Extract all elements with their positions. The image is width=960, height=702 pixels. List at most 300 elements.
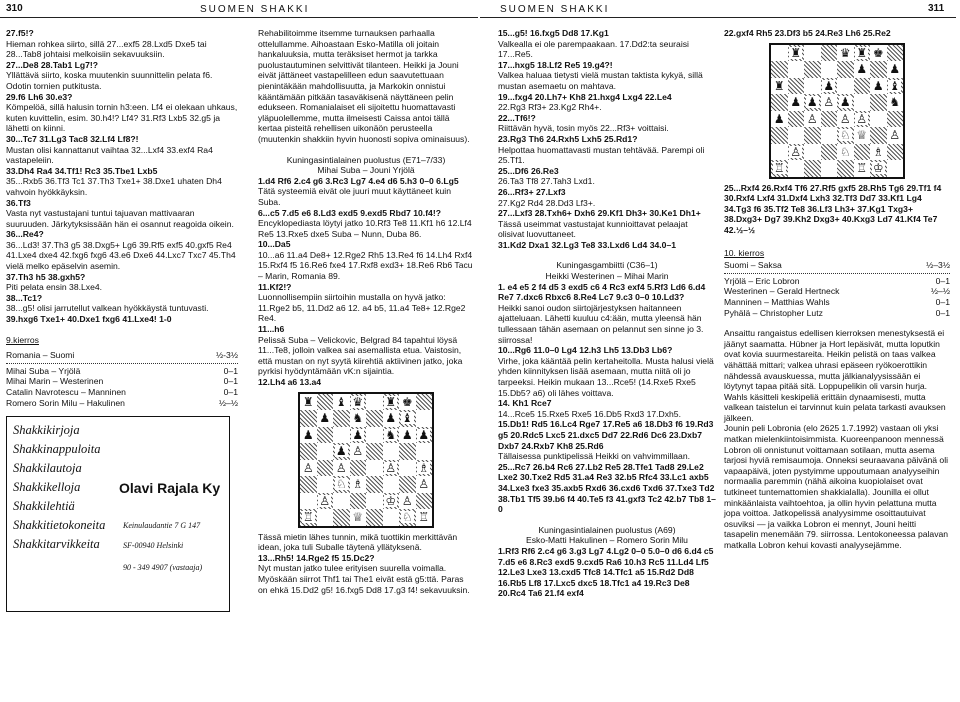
chess-piece-icon: ♙: [385, 460, 397, 475]
commentary-text: Ansaittu rangaistus edellisen kierroksen menestyksestä ei jäänyt saamatta. Hübner ja Hort lepäsivät, mutta loputkin ovat kovia suurmestareita. Heikin pelistä on taas valkea vähättää mittari; valkea uhrasi epäseen ryökoerottikin nähdessä avauskuessa, mutta jälkianalyysissään ei löytynyt tapaa pitää sitä. Loppupelikin oli varsin hurja.: [724, 328, 945, 392]
game-moves: 25...Df6 26.Re3: [498, 165, 559, 176]
commentary-text: Tässä mietin lähes tunnin, mikä tuottikin merkittävän idean, joka tuli Suballe täytenä yllätyksenä.: [258, 531, 458, 553]
chess-piece-icon: ♝: [401, 411, 413, 426]
commentary-text: 10...a6 11.a4 De8+ 12.Rge2 Rh5 13.Re4 f6 14.Lh4 Rxf4 15.Rxf4 f5 16.Re6 fxe4 17.Rxf8 exd3+ 18.Re6 Rb6 Tacu – Marin, Romania 89.: [258, 249, 473, 282]
game-moves: 27...De8 28.Tab1 Lg7!?: [6, 59, 99, 70]
board-square: [399, 410, 416, 427]
result-players: Mihai Suba – Yrjölä: [6, 365, 81, 376]
board-square: [300, 394, 317, 411]
chess-diagram: [298, 392, 434, 528]
board-square: [383, 443, 400, 460]
board-square: [854, 61, 871, 78]
board-square: [854, 45, 871, 62]
game-moves: 14. Kh1 Rce7: [498, 398, 552, 409]
board-square: [416, 509, 433, 526]
chess-piece-icon: ♟: [790, 95, 802, 110]
board-square: [887, 160, 904, 177]
chess-piece-icon: ♟: [823, 78, 835, 93]
commentary-text: Heikki sanoi oudon siirtojärjestyksen haitanneen ajatteluaan. Lähetti kuuluu c4:ään, mutta yleensä hän tullessaan tähän asemaan on pelannut sen sinne jo 3. siirrossa!: [498, 302, 704, 345]
ad-item: Shakkitarvikkeita: [13, 537, 100, 552]
board-square: [821, 160, 838, 177]
chess-piece-icon: ♚: [401, 394, 413, 409]
board-square: [317, 394, 334, 411]
board-square: [887, 127, 904, 144]
board-square: [399, 493, 416, 510]
board-square: [804, 111, 821, 128]
ad-item: Shakkinappuloita: [13, 442, 101, 457]
column-3: [498, 28, 716, 599]
chess-piece-icon: ♝: [889, 78, 901, 93]
board-square: [870, 94, 887, 111]
column-4: [724, 28, 950, 551]
chess-piece-icon: ♕: [856, 128, 868, 143]
board-square: [350, 427, 367, 444]
board-square: [887, 94, 904, 111]
game-moves: 15.Db1! Rd5 16.Lc4 Rge7 17.Re5 a6 18.Db3 f6 19.Rd3 g5 20.Rdc5 Lxc5 21.dxc5 Dd7 22.Rd6 Dc6 23.Dxb7 Dxb7 24.Rxb7 Kh8 25.Rd6: [498, 419, 714, 451]
board-square: [416, 460, 433, 477]
chess-piece-icon: ♛: [352, 394, 364, 409]
commentary-text: 27.Kg2 Rd4 28.Dd3 Lf3+.: [498, 197, 596, 208]
chess-piece-icon: ♖: [418, 510, 430, 525]
chess-piece-icon: ♙: [856, 111, 868, 126]
commentary-text: Mustan olisi kannattanut vaihtaa 32...Lxf4 33.exf4 Ra4 vastapeleiin.: [6, 144, 213, 166]
board-square: [300, 493, 317, 510]
board-square: [870, 127, 887, 144]
result-row: [724, 260, 950, 271]
game-moves: 37.Th3 h5 38.gxh5?: [6, 271, 86, 282]
board-square: [383, 427, 400, 444]
board-square: [854, 160, 871, 177]
result-score: ½–½: [930, 286, 950, 297]
board-square: [788, 111, 805, 128]
result-score: 0–1: [223, 365, 238, 376]
commentary-text: Nyt mustan jatko tulee erityisen suurella voimalla. Myöskään siirrot Thf1 tai The1 eivät estä g5:ttä. Paras on ehkä 15.Dd2 g5! 16.fxg5 Dd8 17.g3 f4! sekavuuksin.: [258, 563, 470, 595]
board-square: [383, 460, 400, 477]
board-square: [317, 493, 334, 510]
chess-piece-icon: ♟: [385, 411, 397, 426]
commentary-text: Valkealla ei ole parempaakaan. 17.Dd2:ta seuraisi 17...Re5.: [498, 38, 689, 60]
commentary-text: Tällaisessa punktipelissä Heikki on vahvimmillaan.: [498, 451, 691, 462]
board-square: [788, 94, 805, 111]
chess-piece-icon: ♗: [872, 144, 884, 159]
chess-piece-icon: ♙: [889, 128, 901, 143]
result-players: Suomi – Saksa: [724, 260, 782, 271]
chess-piece-icon: ♞: [889, 95, 901, 110]
board-square: [887, 111, 904, 128]
column-1: [6, 28, 238, 612]
ad-city: SF-00940 Helsinki: [123, 541, 184, 551]
board-square: [804, 78, 821, 95]
spacer: [498, 515, 716, 525]
ad-item: Shakkikirjoja: [13, 423, 80, 438]
game-moves: 15...g5! 16.fxg5 Dd8 17.Kg1: [498, 28, 609, 38]
page-header-right: SUOMEN SHAKKI: [500, 4, 610, 15]
ad-item: Shakkikelloja: [13, 480, 81, 495]
divider: [724, 273, 950, 274]
chess-piece-icon: ♟: [773, 111, 785, 126]
commentary-text: Rehabilitoimme itsemme turnauksen parhaalla ottelullamme. Aihoastaan Esko-Matilla oli joitain hankaluuksia, mutta teräksiset hermot ja tarkka puolustautuminen selvittivät tilanteen. Heikki ja Jouni eivät jättäneet vastapelilleen edun saavutettuaan pienintäkään mahdollisuutta, ja Markokin onnistui kääntämään pitkään tasaväkisenä näyttäneen pelin edukseen. Romanialaiset eli sijoitettu huomattavasti yläpuolellemme, mutta ilmeisesti Caissa antoi tällä kertaa pisteitä rehellisen uikonäön perusteella (muutenkin shakkiin hyvin huonosti sopiva ominaisuus).: [258, 28, 470, 144]
page-header-left: SUOMEN SHAKKI: [200, 4, 310, 15]
result-score: ½–3½: [926, 260, 950, 271]
board-square: [887, 144, 904, 161]
commentary-text: Encyklopediasta löytyi jatko 10.Rf3 Te8 11.Kf1 h6 12.Lf4 Re5 13.Rxe5 dxe5 Suba – Nunn, Duba 86.: [258, 218, 472, 239]
board-square: [771, 127, 788, 144]
commentary-text: Jounin peli Lobronia (elo 2625 1.7.1992) vastaan oli yksi matkan mielenkiintoisimmista. Kuoreenpanoon mennessä Lobron oli onnistunut voittamaan sotilaan, mutta asema tarjosi hyviä remisaumoja. Onneksi seuraavana päivänä oli vapaapäivä, joten pystyimme uppoutumaan analyyseihin normaalia paremmin (nähä aikoina kuopiolaiset ovat tutkineet tuntemattomien shakkialalla). Jounilla ei ollut minkäänlaista vaihtoehtoa, ja ollin hyvin pelattuna mutta jopa voittoa. Jatkopelissä analyysimme osoittautuivat osuviksi — ja vaikka Lobron ei mennyt, Jouni heitti tasapelin menemään 79. siirrossa. Lentokoneessa palavan matkalla Lobron kehui kovasti analyysejämme.: [724, 423, 949, 550]
board-square: [804, 94, 821, 111]
board-square: [771, 61, 788, 78]
game-moves: 31.Kd2 Dxa1 32.Lg3 Te8 33.Lxd6 Ld4 34.0–1: [498, 239, 677, 250]
board-square: [333, 509, 350, 526]
board-square: [887, 61, 904, 78]
board-square: [317, 427, 334, 444]
result-row: [724, 286, 950, 297]
board-square: [300, 460, 317, 477]
board-square: [771, 160, 788, 177]
board-square: [300, 427, 317, 444]
board-square: [366, 443, 383, 460]
game-moves: 12.Lh4 a6 13.a4: [258, 377, 322, 387]
board-square: [837, 111, 854, 128]
header-rule-left: [0, 17, 478, 18]
board-square: [383, 509, 400, 526]
game-moves: 13...Rh5! 14.Rge2 f5 15.Dc2?: [258, 552, 375, 563]
board-square: [788, 78, 805, 95]
board-square: [300, 509, 317, 526]
board-square: [821, 127, 838, 144]
chess-diagram: [769, 43, 905, 179]
board-square: [317, 509, 334, 526]
chess-piece-icon: ♙: [806, 111, 818, 126]
chess-piece-icon: ♜: [302, 394, 314, 409]
chess-piece-icon: ♙: [319, 493, 331, 508]
commentary-text: Riittävän hyvä, tosin myös 22...Rf3+ voittaisi.: [498, 123, 669, 134]
game-moves: 19...fxg4 20.Lh7+ Kh8 21.hxg4 Lxg4 22.Le4: [498, 91, 672, 102]
board-square: [366, 493, 383, 510]
result-row: [724, 308, 950, 319]
board-square: [366, 476, 383, 493]
commentary-text: Piti pelata ensin 38.Lxe4.: [6, 282, 103, 293]
chess-piece-icon: ♚: [872, 45, 884, 60]
spacer: [498, 250, 716, 260]
chess-piece-icon: ♙: [823, 95, 835, 110]
ad-item: Shakkilautoja: [13, 461, 82, 476]
spacer: [258, 145, 474, 155]
chess-piece-icon: ♞: [385, 427, 397, 442]
game-moves: 1.Rf3 Rf6 2.c4 g6 3.g3 Lg7 4.Lg2 0–0 5.0–0 d6 6.d4 c5 7.d5 e6 8.Rc3 exd5 9.cxd5 Ra6 10.h3 Rc5 11.Ld4 Lf5 12.Le3 Lxe3 13.cxd5 Tfc8 14.Tfc1 a5 15.Rd2 Dd8 16.Rb5 Lf8 17.Lxc5 dxc5 18.Tfc1 a4 19.Rc3 De8 20.Rc4 Ta6 21.f4 exf4: [498, 545, 714, 599]
board-square: [383, 493, 400, 510]
game-moves: 11.Kf2!?: [258, 281, 292, 292]
game-heading: Mihai Suba – Jouni Yrjölä: [317, 165, 415, 176]
game-moves: 11...h6: [258, 324, 285, 335]
chess-piece-icon: ♟: [319, 411, 331, 426]
board-square: [300, 443, 317, 460]
page-number-left: 310: [6, 3, 23, 14]
commentary-text: 14...Rce5 15.Rxe5 Rxe5 16.Db5 Rxd3 17.Dxh5.: [498, 408, 681, 419]
chess-piece-icon: ♔: [872, 161, 884, 176]
board-square: [399, 460, 416, 477]
chess-piece-icon: ♟: [335, 444, 347, 459]
right-page: [480, 0, 960, 702]
chess-piece-icon: ♙: [418, 477, 430, 492]
commentary-text: Helpottaa huomattavasti mustan tehtävää. Parempi oli 25.Tf1.: [498, 144, 705, 166]
game-heading: Kuningasintialainen puolustus (A69): [538, 524, 676, 535]
board-square: [350, 509, 367, 526]
board-square: [821, 45, 838, 62]
board-square: [837, 61, 854, 78]
commentary-text: 38...g5! olisi jarrutellut valkean hyökkäystä tuntuvasti.: [6, 303, 209, 314]
game-moves: 36.Tf3: [6, 197, 31, 208]
board-square: [350, 476, 367, 493]
board-square: [350, 493, 367, 510]
spacer: [724, 236, 950, 246]
board-square: [837, 94, 854, 111]
board-square: [416, 427, 433, 444]
result-score: 0–1: [223, 387, 238, 397]
page-number-right: 311: [928, 3, 945, 14]
chess-piece-icon: ♙: [335, 460, 347, 475]
column-2: [258, 28, 474, 595]
ad-phone: 90 - 349 4907 (vastaaja): [123, 563, 203, 573]
result-players: Westerinen – Gerald Hertneck: [724, 286, 840, 297]
board-square: [788, 160, 805, 177]
result-score: 0–1: [935, 307, 950, 318]
result-row: [724, 297, 950, 308]
chess-piece-icon: ♖: [302, 510, 314, 525]
board-square: [350, 460, 367, 477]
result-players: Romero Sorin Milu – Hakulinen: [6, 397, 125, 408]
game-heading: Heikki Westerinen – Mihai Marin: [545, 271, 669, 282]
commentary-text: 36...Ld3! 37.Th3 g5 38.Dxg5+ Lg6 39.Rf5 exf5 40.gxf5 Re4 41.Lxe4 dxe4 42.fxg6 fxg6 43.e6 Dxe6 44.Lxc7 Txc7 45.Th4 vielä melko epäselvin asemin.: [6, 239, 236, 272]
commentary-text: 35...Rxb5 36.Tf3 Tc1 37.Th3 Txe1+ 38.Dxe1 uhaten Dh4 vahvoin hyökkäyksin.: [6, 176, 222, 197]
chess-piece-icon: ♙: [352, 444, 364, 459]
board-square: [821, 61, 838, 78]
board-square: [854, 127, 871, 144]
board-square: [788, 61, 805, 78]
board-square: [804, 144, 821, 161]
board-square: [366, 427, 383, 444]
chess-piece-icon: ♜: [856, 45, 868, 60]
board-square: [399, 443, 416, 460]
board-square: [317, 476, 334, 493]
board-square: [366, 509, 383, 526]
result-players: Yrjölä – Eric Lobron: [724, 275, 800, 286]
board-square: [821, 94, 838, 111]
chess-piece-icon: ♙: [401, 493, 413, 508]
chess-piece-icon: ♟: [806, 95, 818, 110]
game-moves: 36...Re4?: [6, 229, 44, 240]
board-square: [887, 45, 904, 62]
board-square: [870, 160, 887, 177]
chess-piece-icon: ♟: [401, 427, 413, 442]
commentary-text: Luonnollisempiin siirtoihin mustalla on hyvä jatko: 11.Rge2 b5, 11.Dd2 a6 12. a4 b5, 11.a4 Te8+ 12.Rge2 Re4.: [258, 292, 466, 324]
game-moves: 10...Da5: [258, 239, 291, 250]
chess-piece-icon: ♟: [352, 427, 364, 442]
commentary-text: 26.Ta3 Tf8 27.Tah3 Lxd1.: [498, 176, 595, 187]
board-square: [771, 45, 788, 62]
game-heading: Esko-Matti Hakulinen – Romero Sorin Milu: [526, 535, 688, 546]
commentary-text: Pelissä Suba – Velickovic, Belgrad 84 tapahtui löysä 11...Te8, jolloin valkea sai asemallista etua. Vaistosin, että mustan on nyt syytä kiirehtiä aktiivinen jatko, joka pyrkisi hyödyntämään vK:n sijaintia.: [258, 334, 463, 377]
chess-piece-icon: ♟: [839, 95, 851, 110]
chess-piece-icon: ♙: [839, 111, 851, 126]
game-moves: 22...Tf6!?: [498, 112, 536, 123]
board-square: [837, 78, 854, 95]
ad-item: Shakkilehtiä: [13, 499, 75, 514]
game-moves: 30...Tc7 31.Lg3 Tac8 32.Lf4 Lf8?!: [6, 133, 139, 144]
board-square: [350, 394, 367, 411]
board-square: [333, 476, 350, 493]
chess-piece-icon: ♟: [856, 62, 868, 77]
game-moves: 6...c5 7.d5 e6 8.Ld3 exd5 9.exd5 Rbd7 10.f4!?: [258, 207, 441, 218]
board-square: [333, 410, 350, 427]
result-score: 0–1: [935, 296, 950, 307]
result-players: Catalin Navrotescu – Manninen: [6, 387, 126, 397]
board-square: [333, 443, 350, 460]
round-heading: 10. kierros: [724, 247, 765, 258]
chess-piece-icon: ♛: [839, 45, 851, 60]
chess-piece-icon: ♘: [839, 144, 851, 159]
board-square: [350, 443, 367, 460]
board-square: [821, 111, 838, 128]
board-square: [333, 394, 350, 411]
board-square: [317, 460, 334, 477]
chess-piece-icon: ♟: [889, 62, 901, 77]
board-square: [854, 144, 871, 161]
commentary-text: Vasta nyt vastustajani tuntui tajuavan mattivaaran suuruuden. Järkytyksissään hän ei osannut reagoida oikein.: [6, 208, 234, 229]
board-square: [399, 509, 416, 526]
result-players: Pyhälä – Christopher Lutz: [724, 307, 823, 318]
board-square: [383, 410, 400, 427]
chess-piece-icon: ♙: [790, 144, 802, 159]
board-square: [854, 94, 871, 111]
ad-item: Shakkitietokoneita: [13, 518, 106, 533]
board-square: [788, 127, 805, 144]
board-square: [771, 94, 788, 111]
result-players: Mihai Marin – Westerinen: [6, 376, 104, 387]
result-score: 0–1: [223, 376, 238, 387]
chess-piece-icon: ♘: [335, 477, 347, 492]
result-row: [6, 398, 238, 409]
chess-piece-icon: ♘: [839, 128, 851, 143]
commentary-text: Kömpelöä, sillä halusin tornin h3:een. Lf4 ei olekaan uhkaus, kuten kuvittelin, esim. 30.h4!? Lf4? 31.Rf3 Lxb5 32.g5 ja lähetti on kiinni.: [6, 102, 238, 134]
result-row: [724, 276, 950, 287]
chess-piece-icon: ♘: [401, 510, 413, 525]
commentary-text: Wahls käsitteli keskipeliä erittäin dynaamisesti, mutta valkean taistelun ei tarvinnut kuin pelata tarkasti avauksen jälkeen.: [724, 391, 946, 423]
header-rule-right: [480, 17, 956, 18]
board-square: [416, 493, 433, 510]
board-square: [317, 410, 334, 427]
ad-address: Keinulaudantie 7 G 147: [123, 521, 201, 531]
chess-piece-icon: ♜: [385, 394, 397, 409]
board-square: [804, 61, 821, 78]
board-square: [887, 78, 904, 95]
result-score: ½-3½: [216, 350, 238, 361]
result-row: [6, 366, 238, 377]
board-square: [870, 61, 887, 78]
board-square: [366, 460, 383, 477]
board-square: [821, 78, 838, 95]
result-players: Romania – Suomi: [6, 350, 75, 361]
result-row: [6, 376, 238, 387]
game-moves: 29.f6 Lh6 30.e3?: [6, 91, 73, 102]
game-moves: 38...Tc1?: [6, 292, 43, 303]
commentary-text: 22.Rg3 Rf3+ 23.Kg2 Rh4+.: [498, 102, 602, 113]
game-moves: 17...hxg5 18.Lf2 Re5 19.g4?!: [498, 59, 613, 70]
board-square: [771, 78, 788, 95]
board-square: [788, 45, 805, 62]
result-score: ½–½: [218, 397, 238, 408]
board-square: [804, 45, 821, 62]
board-square: [366, 410, 383, 427]
board-square: [870, 78, 887, 95]
board-square: [837, 144, 854, 161]
board-square: [416, 410, 433, 427]
chess-piece-icon: ♟: [872, 78, 884, 93]
game-heading: Kuningasintialainen puolustus (E71–7/33): [286, 154, 446, 165]
board-square: [383, 394, 400, 411]
result-row: [6, 387, 238, 398]
board-square: [870, 144, 887, 161]
board-square: [333, 460, 350, 477]
board-square: [399, 394, 416, 411]
chess-piece-icon: ♜: [773, 78, 785, 93]
chess-piece-icon: ♖: [856, 161, 868, 176]
game-moves: 26...Rf3+ 27.Lxf3: [498, 186, 566, 197]
chess-piece-icon: ♙: [302, 460, 314, 475]
board-square: [333, 427, 350, 444]
chess-piece-icon: ♕: [352, 510, 364, 525]
chess-piece-icon: ♞: [352, 411, 364, 426]
board-square: [366, 394, 383, 411]
spacer: [724, 318, 950, 328]
board-square: [416, 476, 433, 493]
board-square: [837, 160, 854, 177]
board-square: [771, 144, 788, 161]
game-moves: 25...Rxf4 26.Rxf4 Tf6 27.Rf5 gxf5 28.Rh5 Tg6 29.Tf1 f4 30.Rxf4 Lxf4 31.Dxf4 Lxh3 32.Tf3 Dd7 33.Kf1 Lg4 34.Tg3 f6 35.Tf2 Te8 36.Lf3 Lh3+ 37.Kg1 Txg3+ 38.Dxg3+ Dg7 39.Kh2 Dxg3+ 40.Kxg3 Ld7 41.Kf4 Te7 42.½–½: [724, 182, 942, 235]
game-heading: Kuningasgambiitti (C36–1): [556, 260, 658, 271]
chess-piece-icon: ♜: [790, 45, 802, 60]
commentary-text: Tässä useimmat vastustajat kunnioittavat pelaajat olisivat luovuttaneet.: [498, 218, 688, 240]
game-moves: 23.Rg3 Th6 24.Rxh5 Lxh5 25.Rd1?: [498, 133, 638, 144]
board-square: [350, 410, 367, 427]
board-square: [399, 476, 416, 493]
board-square: [300, 476, 317, 493]
round-heading: 9.kierros: [6, 334, 39, 345]
commentary-text: Virhe, joka kääntää pelin kertaheitolla. Musta halusi vielä yhden kiinnityksen lisää asemaan, mutta niitä oli jo tarpeeksi. Heikin mukaan 13...Rce5! (14.Rxe5 Rxe5 15.Db5? a6) oli lähes voittava.: [498, 355, 714, 398]
board-square: [854, 78, 871, 95]
advertisement: [6, 416, 230, 612]
board-square: [821, 144, 838, 161]
board-square: [317, 443, 334, 460]
game-moves: 39.hxg6 Txe1+ 40.Dxe1 fxg6 41.Lxe4! 1-0: [6, 314, 172, 325]
game-moves: 1. e4 e5 2 f4 d5 3 exd5 c6 4 Rc3 exf4 5.Rf3 Ld6 6.d4 Re7 7.dxc6 Rbxc6 8.Re4 Lc7 9.c3 0–0 10.Ld3?: [498, 281, 706, 303]
game-moves: 1.d4 Rf6 2.c4 g6 3.Rc3 Lg7 4.e4 d6 5.h3 0–0 6.Lg5: [258, 175, 459, 186]
commentary-text: Valkea haluaa tietysti vielä mustan taktista kykyä, sillä mustan asemaetu on mahtava.: [498, 70, 703, 91]
result-players: Manninen – Matthias Wahls: [724, 296, 830, 307]
chess-piece-icon: ♟: [418, 427, 430, 442]
game-moves: 33.Dh4 Ra4 34.Tf1! Rc3 35.Tbe1 Lxb5: [6, 165, 158, 176]
board-square: [870, 45, 887, 62]
board-square: [399, 427, 416, 444]
board-square: [788, 144, 805, 161]
ad-company-name: Olavi Rajala Ky: [119, 480, 221, 497]
commentary-text: Hieman rohkea siirto, sillä 27...exf5 28.Lxd5 Dxe5 tai 28...Tab8 johtaisi melkoisiin sekavuuksiin.: [6, 38, 207, 60]
result-row: [6, 350, 238, 361]
board-square: [416, 394, 433, 411]
board-square: [854, 111, 871, 128]
result-score: 0–1: [935, 275, 950, 286]
board-square: [870, 111, 887, 128]
board-square: [804, 127, 821, 144]
